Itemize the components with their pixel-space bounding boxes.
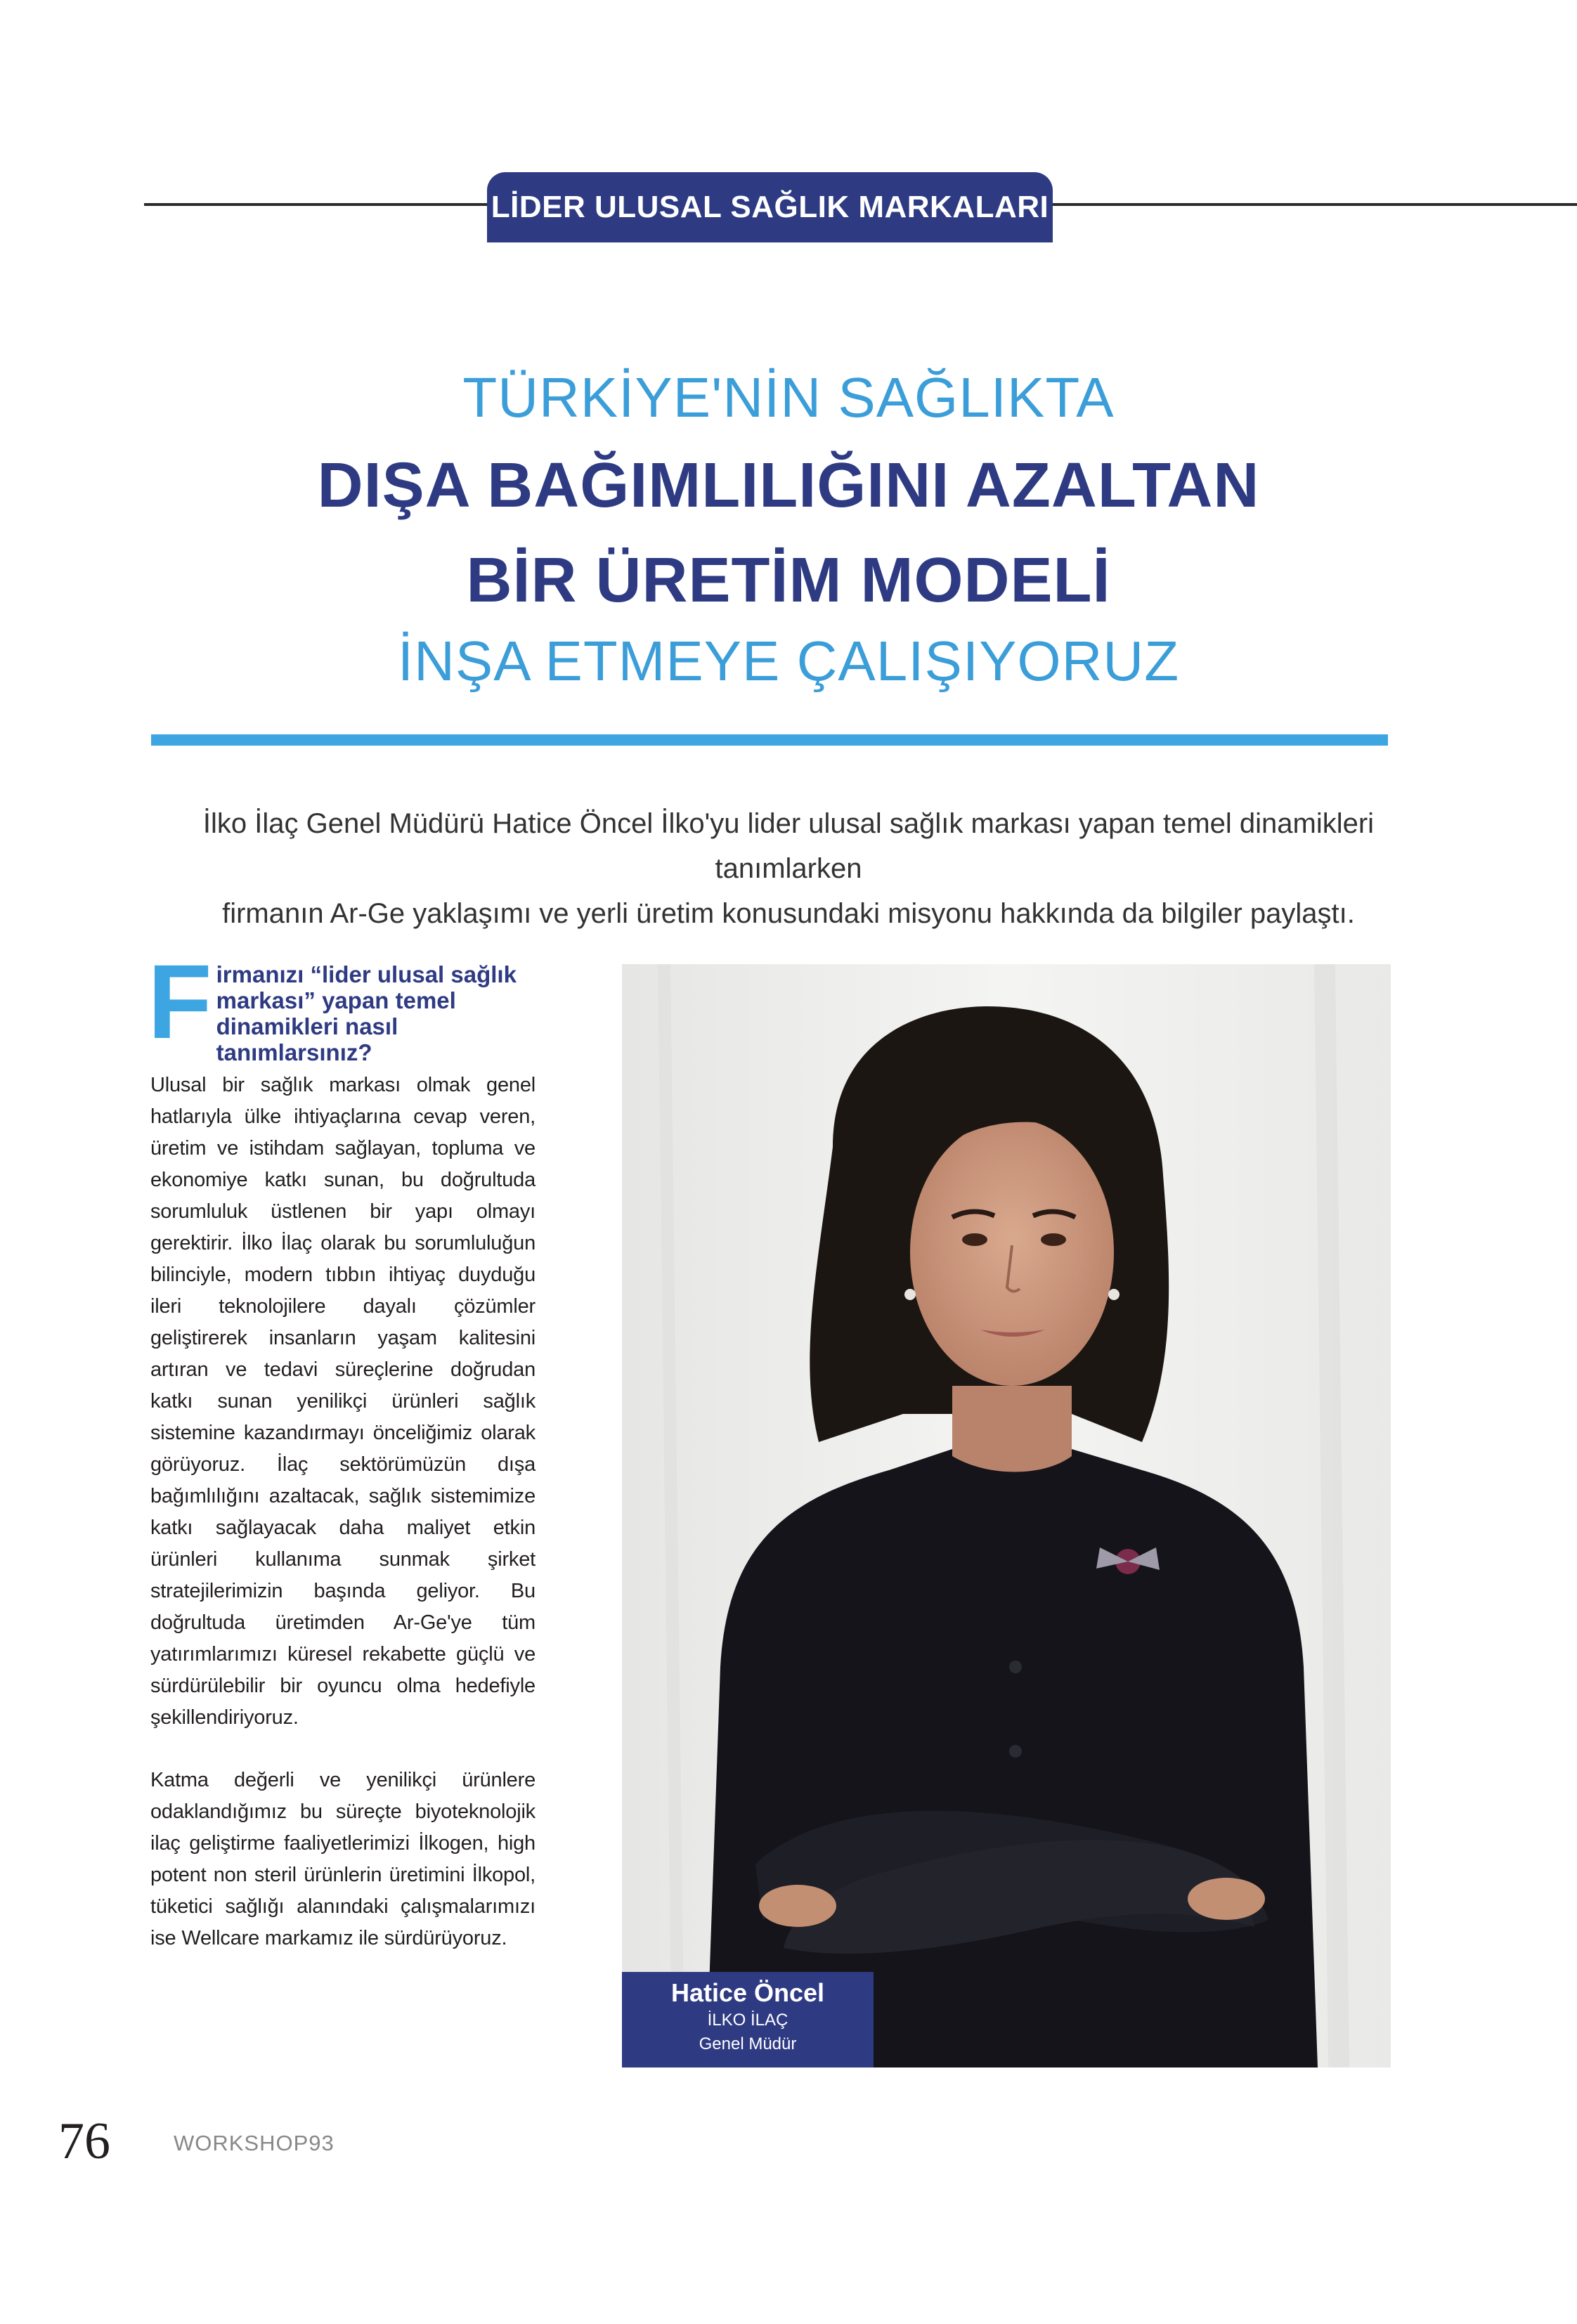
drop-cap: F xyxy=(148,942,212,1060)
intro-line-1: İlko İlaç Genel Müdürü Hatice Öncel İlko'yu lider ulusal sağlık markası yapan temel dinamikleri tanımlarken xyxy=(202,808,1375,884)
article-column xyxy=(148,942,536,1954)
magazine-name: WORKSHOP93 xyxy=(174,2131,335,2155)
photo-caption xyxy=(622,1972,874,2067)
title-rule xyxy=(151,734,1388,746)
interview-question: irmanızı “lider ulusal sağlık markası” yapan temel dinamikleri nasıl tanımlarsınız? xyxy=(216,961,517,1065)
section-tab: LİDER ULUSAL SAĞLIK MARKALARI xyxy=(487,172,1053,242)
intro-line-2: firmanın Ar-Ge yaklaşımı ve yerli üretim konusundaki misyonu hakkında da bilgiler paylaştı. xyxy=(222,898,1355,929)
answer-paragraph-1: Ulusal bir sağlık markası olmak genel hatlarıyla ülke ihtiyaçlarına cevap veren, üretim ve istihdam sağlayan, topluma ve ekonomiye katkı sunan, bu doğrultuda sorumluluk üstlenen bir yapı olmayı gerektirir. İlko İlaç olarak bu sorumluluğun bilinciyle, modern tıbbın ihtiyaç duyduğu ileri teknolojilere dayalı çözümler geliştirerek insanların yaşam kalitesini artıran ve tedavi süreçlerine doğrudan katkı sunan yenilikçi ürünleri sağlık sistemine kazandırmayı önceliğimiz olarak görüyoruz. İlaç sektörümüzün dışa bağımlılığını azaltacak, sağlık sistemimize katkı sağlayacak daha maliyet etkin ürünleri kullanıma sunmak şirket stratejilerimizin başında geliyor. Bu doğrultuda üretimden Ar-Ge'ye tüm yatırımlarımızı küresel rekabette güçlü ve sürdürülebilir bir oyuncu olma hedefiyle şekillendiriyoruz. xyxy=(150,1074,536,1729)
answer-paragraph-2: Katma değerli ve yenilikçi ürünlere odaklandığımız bu süreçte biyoteknolojik ilaç geliştirme faaliyetlerimizi İlkogen, high potent non steril ürünlerin üretimini İlkopol, tüketici sağlığı alanındaki çalışmalarımızı ise Wellcare markamız ile sürdürüyoruz. xyxy=(150,1769,536,1949)
page-number: 76 xyxy=(58,2112,110,2170)
headline-line-4: İNŞA ETMEYE ÇALIŞIYORUZ xyxy=(397,630,1180,692)
caption-role: Genel Müdür xyxy=(699,2034,797,2053)
headline-line-1: TÜRKİYE'NİN SAĞLIKTA xyxy=(462,366,1115,429)
portrait-illustration xyxy=(622,964,1391,2067)
headline-line-3: BİR ÜRETİM MODELİ xyxy=(466,545,1111,616)
portrait-photo xyxy=(622,964,1391,2067)
caption-company: İLKO İLAÇ xyxy=(707,2011,788,2030)
intro-text xyxy=(141,801,1436,936)
headline-line-2: DIŞA BAĞIMLILIĞINI AZALTAN xyxy=(317,450,1260,521)
caption-name: Hatice Öncel xyxy=(670,1978,825,2007)
